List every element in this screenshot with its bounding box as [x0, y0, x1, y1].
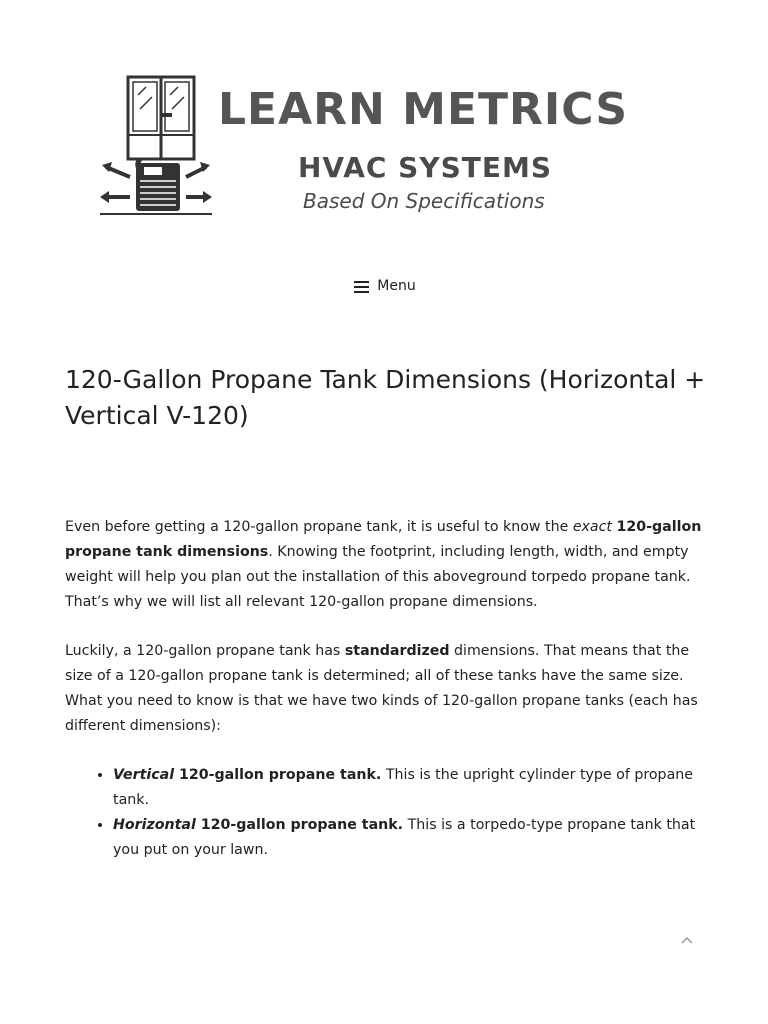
- hamburger-icon: [354, 280, 369, 292]
- emphasis-text: Horizontal: [113, 817, 196, 833]
- bold-text: 120-gallon propane tank.: [174, 767, 382, 783]
- list-item-text: This is a torpedo-type propane tank that you put on your lawn.: [113, 817, 696, 858]
- hvac-logo-icon: [100, 75, 212, 217]
- menu-toggle-button[interactable]: [340, 270, 430, 302]
- list-item-vertical: [113, 763, 715, 813]
- emphasis-text: Vertical: [113, 767, 175, 783]
- scroll-to-top-button[interactable]: [676, 930, 698, 950]
- paragraph-text: dimensions. That means that the size of a 120-gallon propane tank is determined; all of these tanks have the same size. What you need to know is that we have two kinds of 120-gallon propane tanks (each has different dimensions):: [65, 643, 698, 734]
- intro-paragraph: [65, 515, 715, 615]
- menu-label: Menu: [377, 278, 416, 294]
- paragraph-text: . Knowing the footprint, including length, width, and empty weight will help you plan out the installation of this aboveground torpedo propane tank. That’s why we will list all relevant 120-gallon propane dimensions.: [65, 544, 691, 610]
- paragraph-text: Even before getting a 120-gallon propane tank, it is useful to know the: [65, 519, 573, 535]
- bold-text: 120-gallon propane tank.: [195, 817, 404, 833]
- site-logo-link[interactable]: [100, 75, 670, 220]
- bold-text: standardized: [344, 643, 450, 659]
- emphasis-text: exact: [572, 519, 612, 535]
- logo-subtitle: HVAC SYSTEMS: [298, 151, 553, 184]
- list-item-text: This is the upright cylinder type of propane tank.: [113, 767, 693, 808]
- article: [65, 362, 715, 858]
- site-header: [0, 60, 768, 230]
- logo-tagline: Based On Specifications: [303, 189, 545, 213]
- list-item-horizontal: [113, 813, 715, 863]
- standardized-paragraph: [65, 639, 715, 739]
- chevron-up-icon: [680, 935, 694, 945]
- article-title: 120-Gallon Propane Tank Dimensions (Horizontal + Vertical V-120): [65, 365, 706, 430]
- paragraph-text: Luckily, a 120-gallon propane tank has: [65, 643, 345, 659]
- logo-title: LEARN METRICS: [218, 84, 629, 135]
- bold-text: 120-gallon propane tank dimensions: [65, 519, 702, 560]
- tank-types-list: [65, 763, 715, 863]
- article-content: [65, 515, 715, 863]
